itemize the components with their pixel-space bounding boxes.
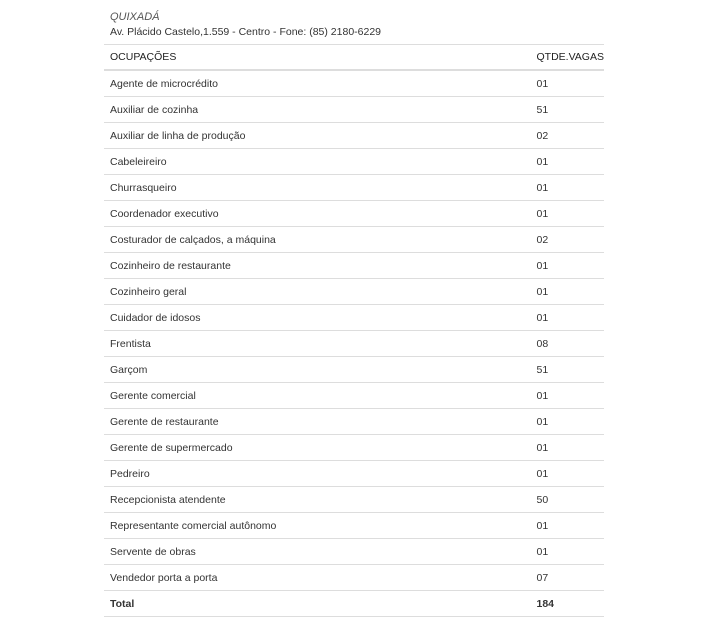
occupation-cell: Vendedor porta a porta xyxy=(104,565,531,591)
occupation-cell: Auxiliar de cozinha xyxy=(104,97,531,123)
qty-cell: 07 xyxy=(531,565,605,591)
table-row xyxy=(104,227,604,253)
occupation-cell: Agente de microcrédito xyxy=(104,70,531,97)
table-row xyxy=(104,435,604,461)
job-vacancies-section xyxy=(104,10,604,617)
occupation-cell: Representante comercial autônomo xyxy=(104,513,531,539)
table-row xyxy=(104,565,604,591)
occupation-cell: Churrasqueiro xyxy=(104,175,531,201)
city-name: QUIXADÁ xyxy=(110,11,160,23)
total-label: Total xyxy=(104,591,531,617)
occupation-column-header: OCUPAÇÕES xyxy=(104,45,531,71)
qty-cell: 01 xyxy=(531,305,605,331)
qty-cell: 01 xyxy=(531,149,605,175)
qty-cell: 01 xyxy=(531,279,605,305)
occupation-cell: Coordenador executivo xyxy=(104,201,531,227)
vacancies-table xyxy=(104,44,604,617)
occupation-cell: Cabeleireiro xyxy=(104,149,531,175)
qty-cell: 02 xyxy=(531,123,605,149)
occupation-cell: Pedreiro xyxy=(104,461,531,487)
qty-cell: 01 xyxy=(531,253,605,279)
qty-cell: 08 xyxy=(531,331,605,357)
qty-cell: 01 xyxy=(531,409,605,435)
qty-cell: 50 xyxy=(531,487,605,513)
qty-cell: 01 xyxy=(531,175,605,201)
table-row xyxy=(104,123,604,149)
qty-cell: 01 xyxy=(531,539,605,565)
table-row xyxy=(104,331,604,357)
occupation-cell: Frentista xyxy=(104,331,531,357)
occupation-cell: Gerente comercial xyxy=(104,383,531,409)
table-row xyxy=(104,383,604,409)
table-row xyxy=(104,70,604,97)
table-row xyxy=(104,175,604,201)
qty-cell: 51 xyxy=(531,97,605,123)
table-row xyxy=(104,201,604,227)
occupation-cell: Garçom xyxy=(104,357,531,383)
table-row xyxy=(104,149,604,175)
occupation-cell: Cuidador de idosos xyxy=(104,305,531,331)
qty-cell: 01 xyxy=(531,70,605,97)
table-row xyxy=(104,279,604,305)
qty-cell: 01 xyxy=(531,435,605,461)
qty-cell: 51 xyxy=(531,357,605,383)
occupation-cell: Gerente de supermercado xyxy=(104,435,531,461)
qty-cell: 01 xyxy=(531,201,605,227)
table-row xyxy=(104,513,604,539)
table-row xyxy=(104,409,604,435)
total-row xyxy=(104,591,604,617)
qty-cell: 01 xyxy=(531,513,605,539)
address-line: Av. Plácido Castelo,1.559 - Centro - Fone: (85) 2180-6229 xyxy=(110,26,382,38)
table-row xyxy=(104,461,604,487)
table-row xyxy=(104,357,604,383)
table-row xyxy=(104,487,604,513)
occupation-cell: Gerente de restaurante xyxy=(104,409,531,435)
table-row xyxy=(104,305,604,331)
qty-cell: 01 xyxy=(531,383,605,409)
qty-column-header: QTDE.VAGAS xyxy=(531,45,605,71)
table-row xyxy=(104,97,604,123)
qty-cell: 02 xyxy=(531,227,605,253)
occupation-cell: Recepcionista atendente xyxy=(104,487,531,513)
occupation-cell: Costurador de calçados, a máquina xyxy=(104,227,531,253)
table-body xyxy=(104,70,604,617)
occupation-cell: Cozinheiro de restaurante xyxy=(104,253,531,279)
table-header-row xyxy=(104,45,604,71)
occupation-cell: Cozinheiro geral xyxy=(104,279,531,305)
occupation-cell: Servente de obras xyxy=(104,539,531,565)
table-row xyxy=(104,253,604,279)
total-value: 184 xyxy=(531,591,605,617)
table-row xyxy=(104,539,604,565)
qty-cell: 01 xyxy=(531,461,605,487)
occupation-cell: Auxiliar de linha de produção xyxy=(104,123,531,149)
